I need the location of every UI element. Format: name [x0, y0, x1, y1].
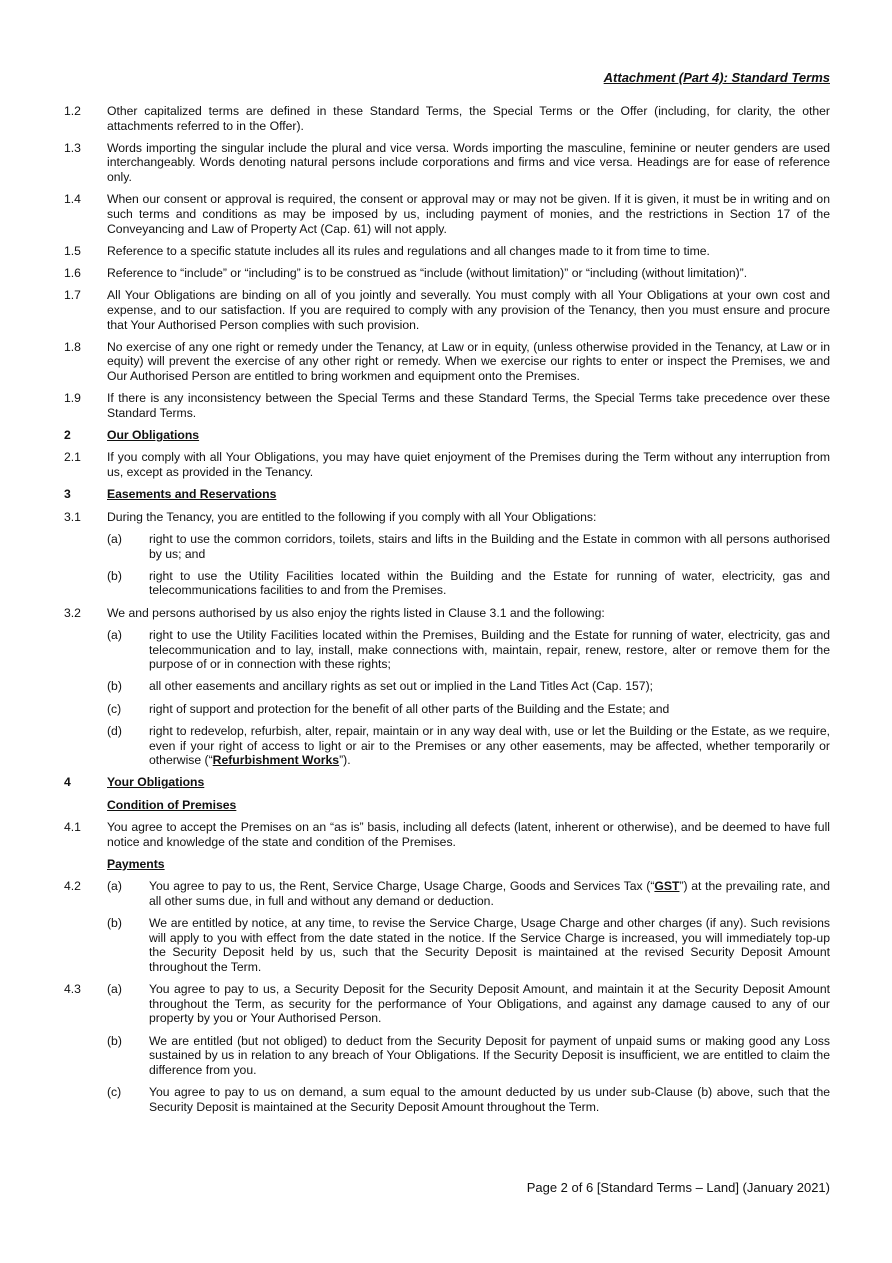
sub-clause-b — [107, 679, 830, 694]
clause-text: No exercise of any one right or remedy under the Tenancy, at Law or in equity, (unless otherwise provided in the Tenancy, at Law or in equity) will prevent the exercise of any other right or remedy. When we exercise our rights to enter or inspect the Premises, we and Our Authorised Person are entitled to bring workmen and equipment onto the Premises. — [107, 339, 830, 384]
clause-2-1 — [64, 450, 830, 479]
clause-1-7 — [64, 288, 830, 332]
sub-clause-text: You agree to pay to us on demand, a sum equal to the amount deducted by us under sub-Clause (b) above, such that the Security Deposit is maintained at the Security Deposit Amount throughout the Term. — [149, 1085, 830, 1114]
clause-number: 3.1 — [64, 509, 81, 524]
document-body — [64, 104, 830, 1122]
clause-number: 2.1 — [64, 450, 81, 465]
section-heading-3 — [64, 487, 830, 502]
sub-clause-b — [107, 1034, 830, 1078]
clause-4-1 — [64, 820, 830, 849]
clause-4-2 — [64, 879, 830, 974]
subheading-payments: Payments — [107, 856, 165, 871]
clause-number: 1.8 — [64, 339, 81, 354]
clause-text: If there is any inconsistency between the Special Terms and these Standard Terms, the Special Terms take precedence over these Standard Terms. — [107, 391, 830, 420]
sub-clause-text — [149, 879, 830, 908]
sub-clause-label: (a) — [107, 879, 122, 894]
sub-clause-text: right to use the Utility Facilities located within the Building and the Estate for running of water, electricity, gas and telecommunications facilities to and from the Premises. — [149, 568, 830, 598]
sub-clause-label: (b) — [107, 568, 122, 583]
section-number: 3 — [64, 487, 71, 502]
clause-1-2 — [64, 104, 830, 133]
clause-number: 3.2 — [64, 605, 81, 620]
defined-term: Refurbishment Works — [212, 753, 340, 768]
clause-text: Reference to a specific statute includes all its rules and regulations and all changes made to it from time to time. — [107, 243, 710, 258]
sub-clause-label: (b) — [107, 916, 122, 931]
clause-number: 1.5 — [64, 243, 81, 258]
clause-number: 1.7 — [64, 288, 81, 303]
sub-clause-label: (b) — [107, 1033, 122, 1048]
sub-clause-text — [149, 724, 830, 767]
sub-clause-a — [107, 982, 830, 1026]
text-after: ”). — [339, 753, 351, 768]
clause-1-8 — [64, 340, 830, 384]
sub-clause-text: all other easements and ancillary rights as set out or implied in the Land Titles Act (Cap. 157); — [149, 679, 654, 694]
sub-clause-b — [107, 569, 830, 598]
page-footer: Page 2 of 6 [Standard Terms – Land] (January 2021) — [526, 1180, 830, 1195]
clause-1-4 — [64, 192, 830, 236]
clause-number: 4.1 — [64, 820, 81, 834]
clause-1-9 — [64, 391, 830, 420]
clause-number: 4.2 — [64, 879, 81, 894]
clause-text: During the Tenancy, you are entitled to the following if you comply with all Your Obligations: — [107, 509, 597, 524]
clause-number: 1.9 — [64, 391, 81, 406]
section-number: 4 — [64, 775, 71, 790]
sub-clause-label: (c) — [107, 701, 122, 716]
clause-1-6 — [64, 266, 830, 281]
sub-clause-text: You agree to pay to us, a Security Deposit for the Security Deposit Amount, and maintain it at the Security Deposit Amount throughout the Term, as security for the performance of Your Obligations, and against any damage caused to any of our property by you or Your Authorised Person. — [149, 982, 830, 1026]
sub-clause-c — [107, 1085, 830, 1114]
clause-1-5 — [64, 244, 830, 259]
sub-clause-text: right to use the common corridors, toilets, stairs and lifts in the Building and the Estate in common with all persons authorised by us; and — [149, 531, 830, 561]
sub-clause-c — [107, 702, 830, 717]
text-before: You agree to pay to us, the Rent, Service Charge, Usage Charge, Goods and Services Tax (“ — [149, 879, 655, 894]
text-after: ”) at the prevailing rate, and all other sums due, in full and without any demand or deduction. — [149, 879, 830, 908]
clause-text: When our consent or approval is required, the consent or approval may or may not be given. If it is given, it must be in writing and on such terms and conditions as may be imposed by us, including payment of monies, and the restrictions in Section 17 of the Conveyancing and Law of Property Act (Cap. 61) will not apply. — [107, 192, 830, 236]
section-title: Your Obligations — [107, 775, 205, 790]
section-heading-4 — [64, 775, 830, 790]
clause-3-1 — [64, 510, 830, 598]
section-heading-2 — [64, 428, 830, 443]
sub-clause-d — [107, 724, 830, 768]
section-title: Easements and Reservations — [107, 487, 277, 502]
sub-clause-label: (a) — [107, 531, 122, 546]
sub-clause-text: right of support and protection for the benefit of all other parts of the Building and the Estate; and — [149, 701, 670, 716]
sub-clause-label: (c) — [107, 1085, 122, 1100]
clause-number: 1.2 — [64, 104, 81, 118]
sub-clause-a — [107, 879, 830, 908]
clause-number: 1.4 — [64, 192, 81, 207]
text-before: right to redevelop, refurbish, alter, repair, maintain or in any way deal with, use or let the Building or the Estate, as we require, even if your right of access to light or air to the Premises or any other easements, may be affected, whether temporarily or otherwise (“ — [149, 723, 830, 768]
sub-clause-a — [107, 628, 830, 672]
clause-number: 1.6 — [64, 266, 81, 281]
sub-clause-label: (a) — [107, 982, 122, 997]
clause-text: We and persons authorised by us also enjoy the rights listed in Clause 3.1 and the following: — [107, 605, 605, 620]
clause-text: Other capitalized terms are defined in these Standard Terms, the Special Terms or the Offer (including, for clarity, the other attachments referred to in the Offer). — [107, 104, 830, 133]
section-title: Our Obligations — [107, 428, 200, 443]
sub-clause-a — [107, 532, 830, 561]
defined-term: GST — [654, 879, 680, 894]
sub-clause-list — [107, 532, 830, 598]
clause-text: You agree to accept the Premises on an “as is” basis, including all defects (latent, inherent or otherwise), and be deemed to have full notice and knowledge of the state and condition of the Premises. — [107, 820, 830, 849]
sub-clause-text: We are entitled by notice, at any time, to revise the Service Charge, Usage Charge and other charges (if any). Such revisions will apply to you with effect from the date stated in the notice. If the Service Charge is increased, you will immediately top-up the Security Deposit held by us, such that the Security Deposit is maintained at the revised Security Deposit Amount throughout the Term. — [149, 916, 830, 974]
clause-text: All Your Obligations are binding on all of you jointly and severally. You must comply with all Your Obligations at your own cost and expense, and to our satisfaction. If you are required to comply with any provision of the Tenancy, then you must ensure and procure that Your Authorised Person complies with such provision. — [107, 288, 830, 332]
sub-clause-label: (b) — [107, 679, 122, 694]
clause-1-3 — [64, 141, 830, 185]
sub-clause-label: (d) — [107, 723, 122, 738]
clause-number: 4.3 — [64, 982, 81, 997]
subheading-condition-of-premises: Condition of Premises — [107, 797, 237, 812]
page-header-title: Attachment (Part 4): Standard Terms — [603, 70, 830, 85]
clause-4-3 — [64, 982, 830, 1114]
sub-clause-label: (a) — [107, 627, 122, 642]
sub-clause-text: We are entitled (but not obliged) to deduct from the Security Deposit for payment of unpaid sums or making good any Loss sustained by us in relation to any breach of Your Obligations. If the Security Deposit is insufficient, we are entitled to claim the difference from you. — [149, 1033, 830, 1077]
clause-text: Words importing the singular include the plural and vice versa. Words importing the masculine, feminine or neuter genders are used interchangeably. Words denoting natural persons include corporations and firms and vice versa. Headings are for ease of reference only. — [107, 140, 830, 185]
clause-number: 1.3 — [64, 140, 81, 155]
sub-clause-b — [107, 916, 830, 974]
section-number: 2 — [64, 428, 71, 443]
sub-clause-text: right to use the Utility Facilities located within the Premises, Building and the Estate for running of water, electricity, gas and telecommunication and to lay, install, make connections with, maintain, repair, renew, restore, alter or remove them for the purpose of or in connection with these rights; — [149, 627, 830, 672]
sub-clause-list — [107, 628, 830, 768]
clause-text: Reference to “include” or “including” is to be construed as “include (without limitation)” or “including (without limitation)”. — [107, 266, 748, 281]
clause-text: If you comply with all Your Obligations, you may have quiet enjoyment of the Premises during the Term without any interruption from us, except as provided in the Tenancy. — [107, 450, 830, 480]
clause-3-2 — [64, 606, 830, 768]
